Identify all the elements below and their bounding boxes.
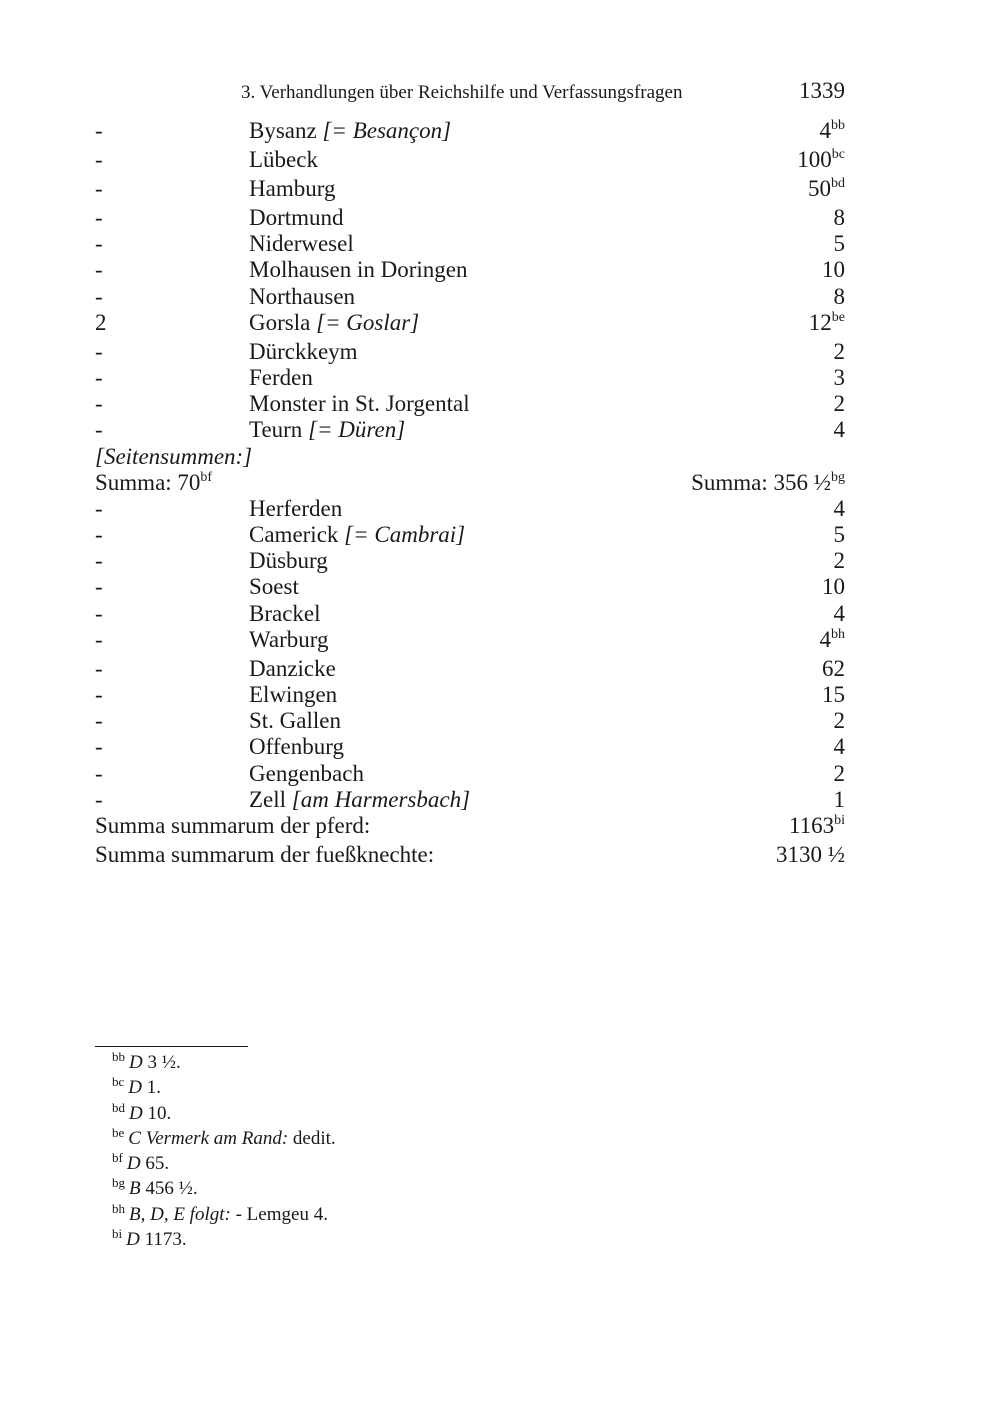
row-marker: - bbox=[95, 495, 103, 521]
city-name: Herferden bbox=[249, 495, 343, 521]
row-marker: - bbox=[95, 626, 103, 652]
table-row bbox=[95, 391, 845, 417]
value-number: 12 bbox=[808, 309, 832, 335]
contribution-value bbox=[834, 734, 846, 760]
row-marker: - bbox=[95, 708, 103, 734]
contribution-value bbox=[834, 761, 846, 787]
table-row bbox=[95, 339, 845, 365]
city-cell bbox=[249, 205, 344, 231]
row-marker: - bbox=[95, 600, 103, 626]
footnote-text: 456 ½. bbox=[140, 1178, 198, 1200]
value-number: 1 bbox=[833, 786, 845, 812]
footnote-text: dedit. bbox=[288, 1127, 336, 1149]
contribution-value bbox=[822, 257, 845, 283]
footnote-text: - Lemgeu 4. bbox=[230, 1203, 328, 1225]
table-row bbox=[95, 205, 845, 231]
table-row bbox=[95, 365, 845, 391]
total-label: Summa summarum der pferd: bbox=[95, 812, 371, 838]
table-row bbox=[95, 548, 845, 574]
contribution-value bbox=[834, 548, 846, 574]
value-number: 2 bbox=[833, 338, 845, 364]
city-cell bbox=[249, 176, 335, 202]
footnote-text: 3 ½. bbox=[142, 1052, 181, 1073]
city-cell bbox=[249, 147, 318, 173]
city-name: Monster in St. Jorgental bbox=[249, 391, 470, 417]
value-number: 4 bbox=[819, 626, 831, 652]
city-cell bbox=[249, 257, 467, 283]
value-number: 3 bbox=[833, 364, 845, 390]
city-name: Brackel bbox=[249, 600, 321, 626]
table-row bbox=[95, 682, 845, 708]
value-number: 2 bbox=[833, 391, 845, 417]
table-row bbox=[95, 734, 845, 760]
footnote-text: 1173. bbox=[139, 1229, 187, 1251]
footnote-ref: bd bbox=[831, 176, 845, 191]
city-cell bbox=[249, 417, 405, 443]
page-sum-left: Summa: $70^{bf}$ bbox=[95, 469, 213, 495]
total-value: $1163^{bi}$ bbox=[788, 812, 845, 838]
city-cell bbox=[249, 601, 321, 627]
row-marker: - bbox=[95, 760, 103, 786]
footnote-source: B, D, E folgt: bbox=[129, 1203, 231, 1225]
footnote-ref: bc bbox=[831, 147, 845, 162]
city-name: Düsburg bbox=[249, 548, 328, 574]
city-name: Gengenbach bbox=[249, 760, 364, 786]
value-number: 2 bbox=[833, 760, 845, 786]
contribution-value bbox=[834, 787, 846, 813]
editor-note: [= Düren] bbox=[308, 417, 406, 443]
contribution-value bbox=[834, 231, 846, 257]
footnote-source: D bbox=[128, 1077, 143, 1099]
city-name: Elwingen bbox=[249, 682, 338, 707]
contribution-value bbox=[822, 656, 845, 682]
row-marker: - bbox=[95, 734, 103, 760]
row-marker: - bbox=[95, 548, 103, 574]
footnote-ref: be bbox=[831, 309, 845, 325]
contribution-value bbox=[834, 708, 846, 734]
row-marker: - bbox=[95, 522, 103, 548]
city-cell bbox=[249, 365, 313, 391]
city-name: Ferden bbox=[249, 364, 313, 390]
editor-note: [= Cambrai] bbox=[344, 522, 466, 548]
value-number: 100 bbox=[797, 147, 832, 172]
row-marker: - bbox=[95, 205, 103, 230]
footnote-ref: bi bbox=[834, 812, 845, 828]
table-row bbox=[95, 627, 845, 656]
table-row bbox=[95, 787, 845, 813]
city-name: Teurn bbox=[249, 417, 303, 443]
footnote-source: D bbox=[129, 1102, 143, 1124]
contribution-value bbox=[797, 147, 845, 173]
city-list-part-2 bbox=[95, 496, 845, 813]
city-name: Zell bbox=[249, 786, 287, 812]
value-number: 8 bbox=[833, 205, 845, 230]
city-cell bbox=[249, 231, 354, 257]
city-cell bbox=[249, 391, 470, 417]
table-row bbox=[95, 147, 845, 176]
table-row bbox=[95, 708, 845, 734]
table-row bbox=[95, 574, 845, 600]
value-number: 4 bbox=[833, 734, 845, 760]
row-marker: - bbox=[95, 176, 103, 201]
city-cell bbox=[249, 708, 341, 734]
footnote-ref: bg bbox=[831, 469, 845, 485]
row-marker: - bbox=[95, 786, 103, 812]
footnote-source: D bbox=[126, 1153, 141, 1175]
total-label: Summa summarum der fueßknechte: bbox=[95, 841, 435, 867]
contribution-value bbox=[834, 339, 846, 365]
footnote-text: 10. bbox=[142, 1102, 172, 1124]
city-name: St. Gallen bbox=[249, 708, 341, 734]
contribution-value bbox=[834, 205, 846, 231]
contribution-value bbox=[834, 496, 846, 522]
value-number: 4 bbox=[833, 495, 845, 521]
table-row bbox=[95, 176, 845, 205]
table-row bbox=[95, 310, 845, 339]
value-number: 62 bbox=[822, 655, 845, 681]
value-number: 5 bbox=[833, 231, 845, 257]
value-number: 4 bbox=[833, 600, 845, 626]
value-number: 4 bbox=[833, 417, 845, 443]
table-row bbox=[95, 284, 845, 310]
value-number: 4 bbox=[819, 118, 831, 143]
footnote bbox=[112, 1075, 336, 1100]
contribution-value bbox=[834, 417, 846, 443]
footnote-mark: bb bbox=[112, 1049, 125, 1064]
row-marker: - bbox=[95, 682, 103, 707]
city-cell bbox=[249, 656, 336, 682]
contribution-table bbox=[95, 118, 845, 868]
footnote-source: B bbox=[129, 1178, 141, 1200]
city-list-part-1 bbox=[95, 118, 845, 444]
city-name: Danzicke bbox=[249, 655, 336, 681]
row-marker: - bbox=[95, 283, 103, 309]
footnote-source: D bbox=[126, 1229, 140, 1251]
page-sums-label: [Seitensummen:] bbox=[95, 443, 253, 469]
contribution-value bbox=[834, 522, 846, 548]
footnote bbox=[112, 1101, 336, 1126]
contribution-value bbox=[809, 310, 845, 336]
value-number: 15 bbox=[822, 682, 845, 707]
total-row bbox=[95, 842, 845, 868]
page-sums-row bbox=[95, 470, 845, 496]
city-cell bbox=[249, 627, 328, 653]
contribution-value bbox=[834, 391, 846, 417]
city-cell bbox=[249, 787, 470, 813]
city-name: Northausen bbox=[249, 283, 356, 309]
row-marker: - bbox=[95, 147, 103, 172]
table-row bbox=[95, 257, 845, 283]
page-header bbox=[95, 78, 845, 108]
table-row bbox=[95, 231, 845, 257]
city-name: Warburg bbox=[249, 626, 329, 652]
footnote-mark: bf bbox=[112, 1150, 123, 1166]
row-marker: - bbox=[95, 655, 103, 681]
value-number: 50 bbox=[808, 176, 831, 201]
footnote bbox=[112, 1050, 336, 1075]
city-name: Lübeck bbox=[249, 147, 318, 172]
value-number: 5 bbox=[833, 522, 845, 548]
value-number: 10 bbox=[822, 257, 845, 283]
table-row bbox=[95, 522, 845, 548]
city-name: Molhausen in Doringen bbox=[249, 257, 468, 283]
footnote-source: D bbox=[129, 1052, 143, 1073]
footnote-ref: bb bbox=[831, 118, 845, 133]
footnote-mark: bh bbox=[112, 1200, 125, 1216]
editor-note: [am Harmersbach] bbox=[291, 786, 471, 812]
row-marker: - bbox=[95, 338, 103, 364]
table-row bbox=[95, 417, 845, 443]
value-number: 8 bbox=[833, 283, 845, 309]
footnote-text: 1. bbox=[142, 1077, 162, 1099]
footnote-mark: bi bbox=[112, 1226, 123, 1242]
total-value: 3130 ½ bbox=[776, 841, 845, 867]
page-sums-heading bbox=[95, 444, 845, 470]
contribution-value bbox=[834, 365, 846, 391]
city-cell bbox=[249, 682, 337, 708]
footnotes bbox=[112, 1050, 336, 1252]
footnote-ref: bf bbox=[200, 469, 213, 485]
city-name: Dortmund bbox=[249, 205, 344, 230]
footnote-mark: bd bbox=[112, 1099, 125, 1115]
city-name: Niderwesel bbox=[249, 231, 354, 257]
row-marker: - bbox=[95, 391, 103, 417]
editor-note: [= Goslar] bbox=[316, 309, 420, 335]
footnote-divider bbox=[95, 1046, 248, 1047]
contribution-value bbox=[820, 118, 846, 144]
city-cell bbox=[249, 574, 299, 600]
city-cell bbox=[249, 118, 451, 144]
footnote-text: 65. bbox=[140, 1153, 170, 1175]
table-row bbox=[95, 601, 845, 627]
value-number: 2 bbox=[833, 548, 845, 574]
table-row bbox=[95, 118, 845, 147]
footnote bbox=[112, 1151, 336, 1176]
page-number: 1339 bbox=[799, 78, 845, 103]
city-cell bbox=[249, 734, 344, 760]
city-cell bbox=[249, 522, 465, 548]
footnote-mark: bc bbox=[112, 1074, 125, 1090]
contribution-value bbox=[834, 601, 846, 627]
footnote-source: C Vermerk am Rand: bbox=[128, 1127, 289, 1149]
city-name: Soest bbox=[249, 574, 299, 600]
value-number: 10 bbox=[822, 574, 845, 600]
row-marker: - bbox=[95, 574, 103, 600]
city-name: Offenburg bbox=[249, 734, 344, 760]
city-name: Dürckkeym bbox=[249, 338, 358, 364]
footnote bbox=[112, 1176, 336, 1201]
city-cell bbox=[249, 548, 328, 574]
table-row bbox=[95, 656, 845, 682]
city-cell bbox=[249, 761, 364, 787]
row-marker: - bbox=[95, 364, 103, 390]
footnote-ref: bh bbox=[831, 626, 845, 642]
row-marker: 2 bbox=[95, 309, 107, 335]
running-title: 3. Verhandlungen über Reichshilfe und Verfassungsfragen bbox=[241, 82, 683, 103]
city-name: Bysanz bbox=[249, 118, 317, 143]
footnote bbox=[112, 1126, 336, 1151]
row-marker: - bbox=[95, 257, 103, 283]
table-row bbox=[95, 761, 845, 787]
total-row bbox=[95, 813, 845, 842]
page-sum-right: Summa: 356 ½$^{bg}$ bbox=[691, 469, 845, 495]
city-name: Hamburg bbox=[249, 176, 336, 201]
row-marker: - bbox=[95, 417, 103, 443]
contribution-value bbox=[834, 284, 846, 310]
table-row bbox=[95, 496, 845, 522]
city-cell bbox=[249, 284, 355, 310]
city-cell bbox=[249, 496, 342, 522]
footnote-mark: bg bbox=[112, 1175, 125, 1191]
city-cell bbox=[249, 339, 358, 365]
contribution-value bbox=[822, 682, 845, 708]
value-number: 2 bbox=[833, 708, 845, 734]
editor-note: [= Besançon] bbox=[322, 118, 452, 143]
row-marker: - bbox=[95, 118, 103, 143]
footnote bbox=[112, 1202, 336, 1227]
contribution-value bbox=[808, 176, 845, 202]
row-marker: - bbox=[95, 231, 103, 257]
footnote-mark: be bbox=[112, 1124, 125, 1140]
city-name: Gorsla bbox=[249, 309, 311, 335]
footnote bbox=[112, 1227, 336, 1252]
city-cell bbox=[249, 310, 419, 336]
city-name: Camerick bbox=[249, 522, 339, 548]
contribution-value bbox=[820, 627, 846, 653]
contribution-value bbox=[822, 574, 845, 600]
